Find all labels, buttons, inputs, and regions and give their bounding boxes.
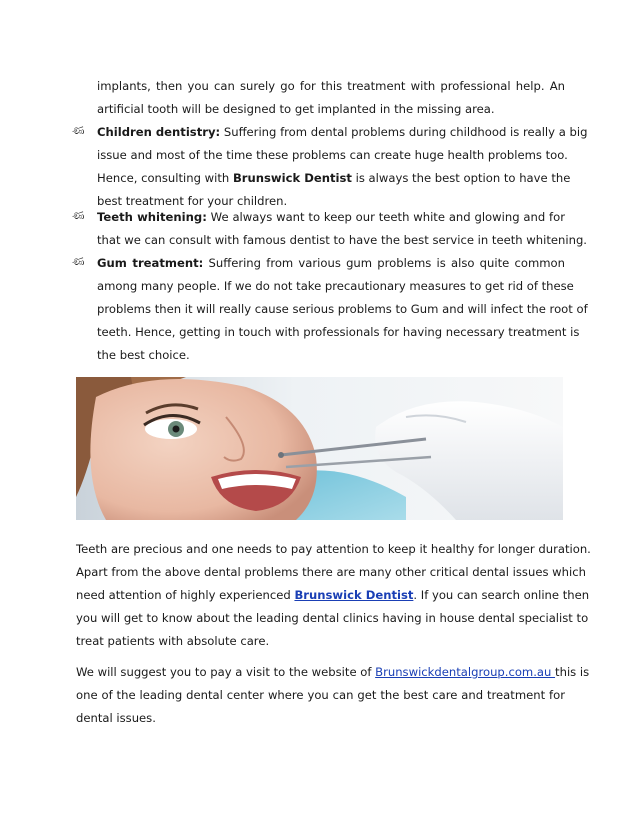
bullet-line: problems then it will really cause serious problems to Gum and will infect the root of [97, 302, 588, 316]
dental-patient-photo [76, 377, 563, 520]
bullet-title: Children dentistry: [97, 125, 221, 139]
intro-line-2: artificial tooth will be designed to get implanted in the missing area. [97, 102, 495, 116]
intro-line-1: implants, then you can surely go for this treatment with professional help. An [97, 79, 565, 93]
bullet-line: teeth. Hence, getting in touch with professionals for having necessary treatment is [97, 325, 580, 339]
bullet-title: Teeth whitening: [97, 210, 207, 224]
bullet-icon: ණ [72, 209, 85, 222]
paragraph-line: Apart from the above dental problems there are many other critical dental issues which [76, 565, 586, 579]
bullet-icon: ණ [72, 124, 85, 137]
bullet-line: Hence, consulting with Brunswick Dentist is always the best option to have the [97, 171, 571, 185]
bullet-title: Gum treatment: [97, 256, 204, 270]
bullet-gum-treatment [97, 252, 588, 367]
paragraph-line: you will get to know about the leading dental clinics having in house dental specialist to [76, 611, 589, 625]
paragraph-line: We will suggest you to pay a visit to the website of Brunswickdentalgroup.com.au this is [76, 665, 590, 679]
bullet-icon: ණ [72, 255, 85, 268]
dental-photo-illustration [76, 377, 563, 520]
bullet-line: among many people. If we do not take precautionary measures to get rid of these [97, 279, 574, 293]
paragraph-line: Teeth are precious and one needs to pay attention to keep it healthy for longer duration. [76, 542, 591, 556]
bullet-line: Teeth whitening: We always want to keep our teeth white and glowing and for [97, 210, 565, 224]
paragraph-line: treat patients with absolute care. [76, 634, 270, 648]
brunswick-dentist-link[interactable]: Brunswick Dentist [294, 588, 414, 602]
bullet-line: issue and most of the time these problems can create huge health problems too. [97, 148, 568, 162]
bullet-line: the best choice. [97, 348, 190, 362]
bold-keyword: Brunswick Dentist [232, 171, 352, 185]
paragraph-line: one of the leading dental center where you can get the best care and treatment for [76, 688, 565, 702]
bullet-line: that we can consult with famous dentist to have the best service in teeth whitening. [97, 233, 587, 247]
intro-paragraph [97, 75, 565, 121]
bullet-line: Children dentistry: Suffering from dental problems during childhood is really a big [97, 125, 588, 139]
website-link[interactable]: Brunswickdentalgroup.com.au [375, 665, 556, 679]
bullet-children-dentistry [97, 121, 588, 213]
bullet-line: Gum treatment: Suffering from various gum problems is also quite common [97, 256, 565, 270]
bullet-teeth-whitening [97, 206, 587, 252]
paragraph-dental-care [76, 538, 591, 653]
paragraph-website [76, 661, 590, 730]
paragraph-line: need attention of highly experienced Brunswick Dentist. If you can search online then [76, 588, 590, 602]
paragraph-line: dental issues. [76, 711, 156, 725]
bullet-line: best treatment for your children. [97, 194, 288, 208]
